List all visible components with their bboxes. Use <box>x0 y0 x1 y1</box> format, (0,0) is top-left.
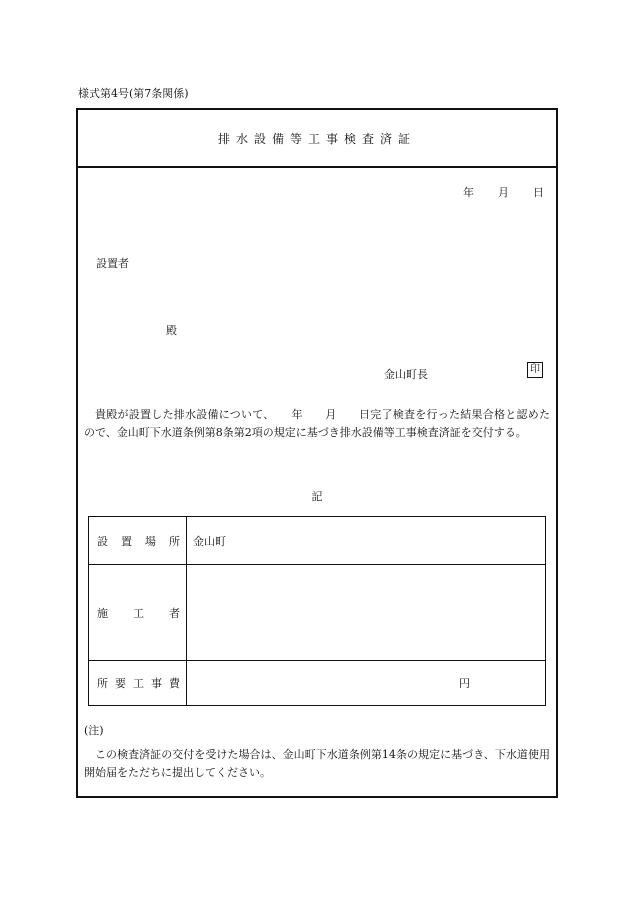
certificate-frame <box>76 108 558 798</box>
table-row <box>89 517 545 565</box>
row-label-cost: 所要工事費 <box>97 677 180 690</box>
row-label-contractor: 施工者 <box>97 606 180 620</box>
table-row <box>89 661 545 705</box>
row-label-location: 設置場所 <box>97 534 180 548</box>
note-text: この検査済証の交付を受けた場合は、金山町下水道条例第14条の規定に基づき、下水道使用開始届をただちに提出してください。 <box>84 748 550 779</box>
honorific: 殿 <box>166 324 177 337</box>
seal-mark: 印 <box>527 362 543 378</box>
certificate-title: 排水設備等工事検査済証 <box>217 131 416 146</box>
certificate-body: 貴殿が設置した排水設備について、 年 月 日完了検査を行った結果合格と認めたので、金山町下水道条例第8条第2項の規定に基づき排水設備等工事検査済証を交付する。 <box>84 408 550 439</box>
details-table <box>88 516 546 706</box>
row-value-location: 金山町 <box>193 534 226 548</box>
title-row <box>78 110 556 168</box>
row-value-cost-unit: 円 <box>459 677 470 690</box>
issue-date <box>463 184 544 200</box>
date-month: 月 <box>498 186 509 199</box>
installer-label: 設置者 <box>96 257 129 270</box>
form-number: 様式第4号(第7条関係) <box>78 87 189 100</box>
date-day: 日 <box>533 186 544 199</box>
date-year: 年 <box>463 186 474 199</box>
note-heading: (注) <box>84 724 104 737</box>
ki-heading: 記 <box>311 490 323 503</box>
mayor-name: 金山町長 <box>384 368 428 381</box>
table-row <box>89 565 545 661</box>
